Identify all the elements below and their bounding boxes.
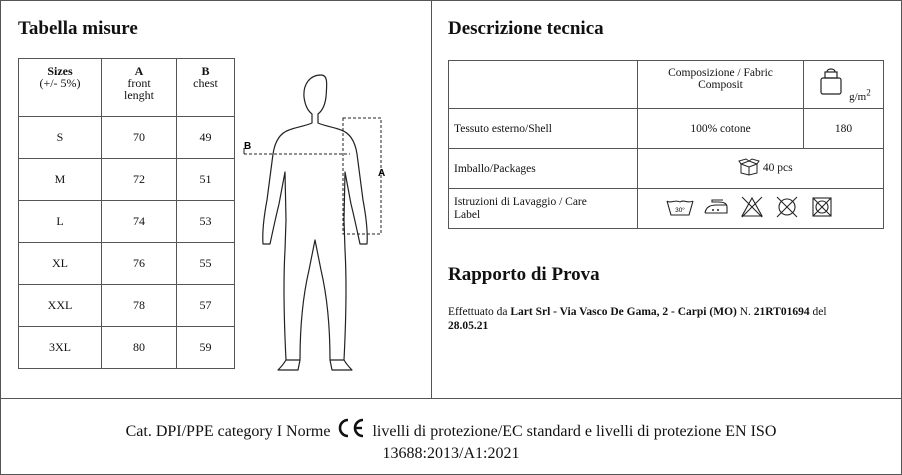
table-row: [19, 159, 235, 201]
no-tumble-dry-icon: [810, 196, 834, 221]
report-lab: Lart Srl - Via Vasco De Gama, 2 - Carpi (MO): [510, 306, 737, 318]
care-row: [449, 189, 884, 229]
test-report-title: Rapporto di Prova: [448, 264, 600, 285]
body-measurement-figure: [240, 70, 390, 375]
size-table-header: [19, 59, 235, 117]
shell-row: [449, 109, 884, 149]
tech-header-empty: [449, 61, 638, 109]
chest-cell: 59: [177, 327, 235, 369]
footer-norms: [0, 418, 902, 464]
care-label: [449, 189, 638, 229]
front-length-cell: 72: [102, 159, 177, 201]
footer-before-ce: Cat. DPI/PPE category I Norme: [125, 423, 331, 440]
front-length-cell: 70: [102, 117, 177, 159]
chest-header: [177, 59, 235, 117]
ce-mark-icon: [336, 418, 366, 444]
packages-label: Imballo/Packages: [449, 149, 638, 189]
care-icons: [638, 189, 884, 229]
table-row: [19, 201, 235, 243]
table-row: [19, 327, 235, 369]
box-icon: [738, 158, 760, 179]
composition-header-line2: Composit: [698, 79, 743, 91]
report-date: 28.05.21: [448, 320, 489, 332]
footer-divider: [0, 398, 902, 399]
a-label-2: lenght: [124, 88, 154, 102]
weight-unit-sup: 2: [866, 87, 871, 98]
front-length-cell: 76: [102, 243, 177, 285]
table-row: [19, 285, 235, 327]
iron-icon: [703, 197, 729, 220]
composition-header: [638, 61, 804, 109]
report-suffix: del: [809, 306, 827, 318]
wash-30-icon: [666, 197, 694, 220]
size-cell: S: [19, 117, 102, 159]
b-letter: B: [201, 64, 210, 78]
no-bleach-icon: [740, 196, 764, 221]
size-cell: XXL: [19, 285, 102, 327]
size-table-title: Tabella misure: [18, 18, 138, 39]
tech-table: [448, 60, 884, 229]
packages-value: 40 pcs: [762, 162, 793, 175]
shell-value: 100% cotone: [638, 109, 804, 149]
shell-label: Tessuto esterno/Shell: [449, 109, 638, 149]
front-length-cell: 74: [102, 201, 177, 243]
b-label: chest: [193, 76, 218, 90]
table-row: [19, 117, 235, 159]
chest-cell: 57: [177, 285, 235, 327]
sizes-header-label: Sizes: [47, 64, 73, 78]
chest-cell: 49: [177, 117, 235, 159]
size-cell: 3XL: [19, 327, 102, 369]
a-label-1: front: [127, 76, 151, 90]
size-cell: L: [19, 201, 102, 243]
chest-cell: 55: [177, 243, 235, 285]
chest-cell: 51: [177, 159, 235, 201]
care-label-line2: Label: [454, 208, 481, 221]
front-length-cell: 80: [102, 327, 177, 369]
b-measure-label: B: [244, 141, 252, 152]
size-cell: XL: [19, 243, 102, 285]
a-measure-label: A: [378, 168, 386, 179]
footer-after-ce: livelli di protezione/EC standard e livelli di protezione EN ISO: [372, 423, 777, 440]
chest-cell: 53: [177, 201, 235, 243]
report-number: 21RT01694: [753, 306, 810, 318]
no-dry-clean-icon: [775, 196, 799, 221]
sizes-header: [19, 59, 102, 117]
composition-header-line1: Composizione / Fabric: [668, 67, 773, 79]
report-prefix: Effettuato da: [448, 306, 511, 318]
weight-unit-text: g/m: [849, 91, 867, 103]
tolerance-label: (+/- 5%): [39, 76, 81, 90]
table-row: [19, 243, 235, 285]
tech-description-title: Descrizione tecnica: [448, 18, 604, 39]
footer-standard: 13688:2013/A1:2021: [382, 445, 520, 462]
tech-header-row: [449, 61, 884, 109]
weight-header: [804, 61, 884, 109]
size-cell: M: [19, 159, 102, 201]
weight-icon: [816, 66, 846, 103]
body-silhouette: [263, 75, 368, 370]
front-length-cell: 78: [102, 285, 177, 327]
care-label-line1: Istruzioni di Lavaggio / Care: [454, 195, 587, 208]
a-letter: A: [134, 64, 144, 78]
weight-unit: [849, 87, 871, 103]
packages-row: [449, 149, 884, 189]
column-divider: [431, 0, 432, 398]
packages-cell: [638, 149, 884, 189]
wash-temp: 30°: [675, 207, 685, 214]
front-length-header: [102, 59, 177, 117]
shell-weight: 180: [804, 109, 884, 149]
size-table: [18, 58, 235, 369]
test-report-text: [448, 305, 888, 333]
report-mid: N.: [736, 306, 754, 318]
